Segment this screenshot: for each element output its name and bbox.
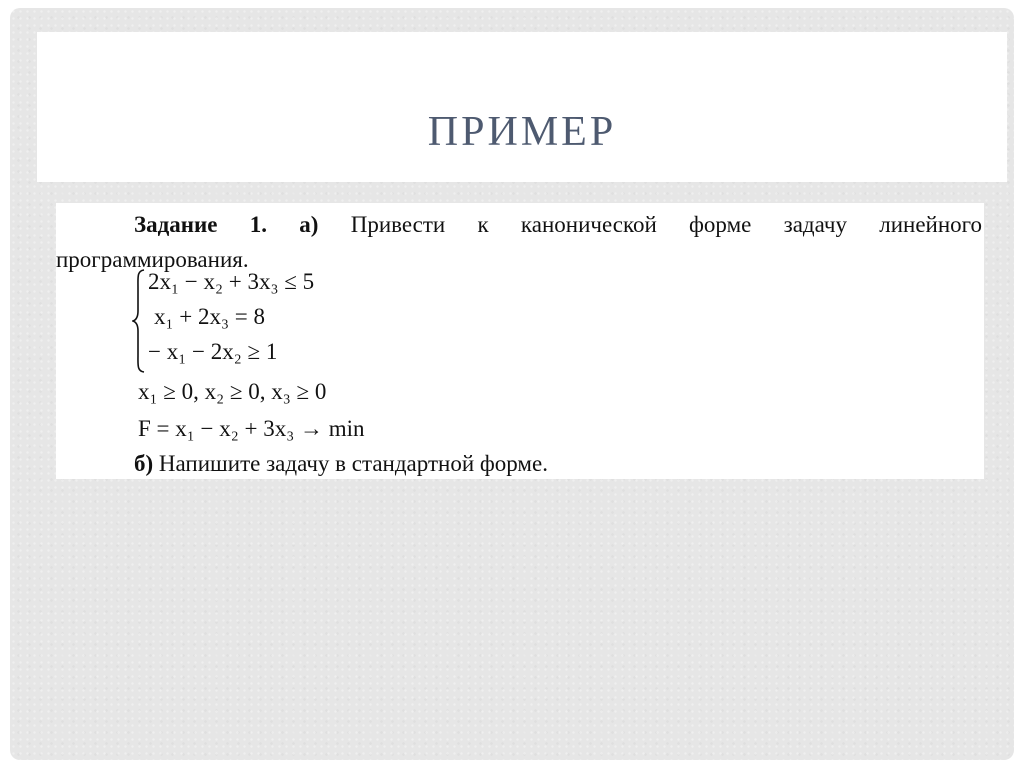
nonnegativity-conditions: x₁ ≥ 0, x₂ ≥ 0, x₃ ≥ 0: [138, 379, 327, 404]
task-text-line2: программирования.: [56, 247, 249, 272]
constraint-2: x₁ + 2x₃ = 8: [154, 304, 265, 329]
task-text-line1: Привести к канонической форме задачу линейного: [350, 212, 983, 237]
task-line-1: [56, 207, 982, 242]
constraint-1: 2x₁ − x₂ + 3x₃ ≤ 5: [148, 269, 315, 294]
part-b: [134, 451, 548, 477]
slide-title: ПРИМЕР: [427, 109, 617, 155]
slide: [10, 8, 1014, 760]
part-b-text: Напишите задачу в стандартной форме.: [158, 451, 548, 476]
task-label: Задание 1. а): [134, 212, 319, 237]
title-box: [37, 32, 1007, 182]
part-b-label: б): [134, 451, 154, 476]
task-image: [56, 203, 984, 479]
objective-function: F = x₁ − x₂ + 3x₃ → min: [138, 416, 365, 441]
constraint-3: − x₁ − 2x₂ ≥ 1: [148, 339, 278, 364]
left-brace-icon: [132, 269, 146, 373]
